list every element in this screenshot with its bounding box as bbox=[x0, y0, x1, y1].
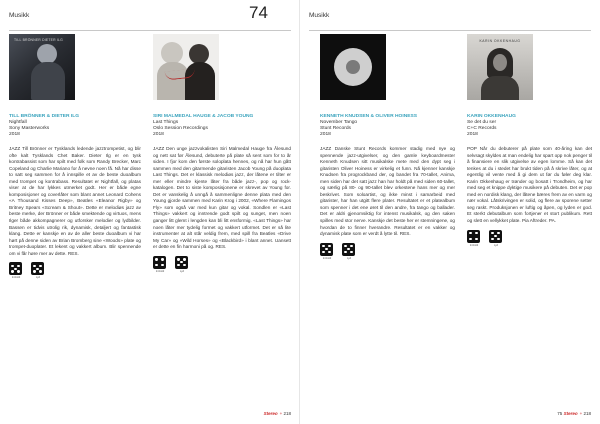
footer-page-number: 218 bbox=[283, 411, 291, 416]
dice-pip bbox=[17, 270, 19, 272]
dice-icon bbox=[9, 262, 22, 275]
dice-pip bbox=[161, 258, 163, 260]
dice-pip bbox=[161, 264, 163, 266]
rating-lyd bbox=[31, 262, 45, 279]
rating-label: Innhold bbox=[469, 243, 479, 247]
review-column bbox=[467, 34, 592, 247]
ratings bbox=[467, 230, 592, 247]
header-divider bbox=[9, 30, 291, 31]
rating-innhold bbox=[467, 230, 481, 247]
rating-label: Lyd bbox=[346, 256, 352, 260]
ratings bbox=[153, 256, 291, 273]
record-label: Oslo Session Recordings bbox=[153, 126, 208, 131]
album-cover bbox=[153, 34, 219, 100]
cover-figure bbox=[481, 76, 519, 100]
review-column bbox=[153, 34, 291, 273]
footer-page-number: 218 bbox=[583, 411, 591, 416]
dice-pip bbox=[350, 251, 352, 253]
header-divider bbox=[309, 30, 591, 31]
left-page-header bbox=[9, 3, 291, 23]
dice-icon bbox=[467, 230, 480, 243]
album-meta bbox=[153, 114, 291, 138]
album-title: Se det du ser bbox=[467, 120, 497, 125]
dice-pip bbox=[322, 251, 324, 253]
dice-icon bbox=[153, 256, 166, 269]
review-column bbox=[320, 34, 455, 260]
page-footer bbox=[264, 411, 291, 416]
album-title: Nightfall bbox=[9, 120, 27, 125]
artist-name: SIRI MALMEDAL HAUGE & JACOB YOUNG bbox=[153, 114, 254, 119]
rating-lyd bbox=[175, 256, 189, 273]
cover-figure bbox=[189, 44, 209, 64]
rating-innhold bbox=[320, 243, 334, 260]
dice-pip bbox=[11, 270, 13, 272]
dice-pip bbox=[11, 265, 13, 267]
section-label: Musikk bbox=[309, 12, 330, 19]
cover-figure bbox=[31, 62, 65, 100]
cover-figure bbox=[493, 54, 507, 71]
album-meta bbox=[9, 114, 141, 138]
dice-pip bbox=[17, 265, 19, 267]
page-number: 74 bbox=[249, 3, 268, 22]
album-cover bbox=[9, 34, 75, 100]
dice-icon bbox=[489, 230, 502, 243]
dice-pip bbox=[180, 261, 182, 263]
dice-pip bbox=[33, 270, 35, 272]
dice-pip bbox=[497, 238, 499, 240]
brand-logo: Stereo bbox=[263, 411, 278, 416]
dice-pip bbox=[497, 232, 499, 234]
review-column bbox=[9, 34, 141, 279]
right-page-header bbox=[309, 9, 591, 23]
ratings bbox=[9, 262, 141, 279]
right-page bbox=[300, 0, 600, 424]
dice-icon bbox=[342, 243, 355, 256]
dice-pip bbox=[155, 258, 157, 260]
dice-pip bbox=[491, 238, 493, 240]
brand-suffix: + bbox=[579, 411, 583, 416]
dice-pip bbox=[469, 238, 471, 240]
brand-suffix: + bbox=[279, 411, 283, 416]
rating-lyd bbox=[489, 230, 503, 247]
dice-pip bbox=[183, 258, 185, 260]
review-text: JAZZ Den unge jazzvokalisten Siri Malmedal Hauge fra Ålesund og nett sat før Ålesund, debuterte på plate så sent som for to år siden. I fjor kom den første soloplata hennes, og nå har hun gått sammen med den gitarmende gitaristen Jacob Young på duoplata Last Things. Det er klassisk melodiøs jazz, der låtene er tilter er mer eller mindre kjente låter fra både jazz-, pop og rock-katalogen. Det to siste komposisjonene er skrevet av Young for. Det er vanskelig å unngå å sammenligne denne plata med den Young gjorde sammen med Karin Krog i 2002, «Where Flamingos Fly» som også var med kun gitar og vokal. Sondlen er «Last Things» vakkert og inntrende godt spilt og sunget, men noen ganger litt glemt i lengden kan bli litt ensformig. «Last Things» har noen låter mer tydelig formet og vakkert utformet. Det er så lite instrumenter at alt står veldig frem, med spill fra Beatles «Drive My Car» og «Wild Horses» og «Blackbird» i blant annet. Uansett er dette en fin harmoni på og. RES. bbox=[153, 146, 291, 250]
rating-innhold bbox=[9, 262, 23, 279]
cover-figure bbox=[161, 42, 183, 64]
rating-label: Lyd bbox=[179, 269, 185, 273]
record-label: Stunt Records bbox=[320, 126, 351, 131]
album-meta bbox=[320, 114, 455, 138]
dice-pip bbox=[491, 232, 493, 234]
artist-name: TILL BRÖNNER & DIETER ILG bbox=[9, 114, 80, 119]
dice-pip bbox=[328, 251, 330, 253]
cover-figure bbox=[37, 44, 57, 64]
record-label: Sony Masterworks bbox=[9, 126, 50, 131]
rating-innhold bbox=[153, 256, 167, 273]
cover-title: TILL BRÖNNER DIETER ILG bbox=[14, 38, 63, 42]
dice-pip bbox=[183, 264, 185, 266]
review-text: POP Når du debuterer på plate som 40-åring kan det selvsagt skyldes at man endelig har spart opp nok penger til å finansiere en slik utgivelse av egen lomme. Så kan det tenkes at du i stedet har brukt tiden på å skrive låter, og at egentlig vil vente med å gi dem ut før du føler deg klar. Karin Okkenhaug er trønder og bosatt i Trondheim, og har med seg et knippe dyktige musikere på debuten. Det er pop med en nordisk klang, der låtene bæres frem av en varm og nær vokal. Låtskrivingen er solid, og flere av sporene setter seg raskt. Produksjonen er luftig og åpen, og lyden er god. Et sterkt debutalbum som fortjener et stort publikum. Rett og slett en vellykket plate. Pia Aftreder. PA. bbox=[467, 146, 592, 224]
brand-logo: Stereo bbox=[563, 411, 578, 416]
rating-label: Lyd bbox=[35, 276, 41, 280]
dice-pip bbox=[347, 248, 349, 250]
dice-pip bbox=[155, 264, 157, 266]
dice-icon bbox=[31, 262, 44, 275]
dice-pip bbox=[39, 265, 41, 267]
rating-lyd bbox=[342, 243, 356, 260]
album-title: Last Things bbox=[153, 120, 179, 125]
section-label: Musikk bbox=[9, 12, 30, 19]
cover-figure bbox=[185, 62, 215, 100]
release-year: 2018 bbox=[153, 132, 164, 137]
dice-pip bbox=[33, 265, 35, 267]
ratings bbox=[320, 243, 455, 260]
dice-pip bbox=[177, 264, 179, 266]
rating-label: Innhold bbox=[155, 269, 165, 273]
dice-pip bbox=[469, 232, 471, 234]
artist-name: KENNETH KNUDSEN & OLIVER HOINESS bbox=[320, 114, 418, 119]
dice-pip bbox=[328, 245, 330, 247]
cover-title: KARIN OKKENHAUG bbox=[479, 39, 521, 43]
release-year: 2018 bbox=[467, 132, 478, 137]
album-meta bbox=[467, 114, 592, 138]
page-footer bbox=[557, 411, 591, 416]
rating-label: Innhold bbox=[11, 276, 21, 280]
dice-pip bbox=[475, 238, 477, 240]
rating-label: Lyd bbox=[493, 243, 499, 247]
dice-pip bbox=[344, 251, 346, 253]
footer-page-prefix: 75 bbox=[557, 411, 563, 416]
review-text: JAZZ Danske Stunt Records kommer stadig med nye og spennende jazz-utgivelser, og den gamle keyboardmester Kenneth Knudsen sitt musikalske mete med den dypt seg i gitaristen Oliver Hoiness er virkelig et funn. Nå kjenner kanskje Knudsen fra progrockband der, og bandet fra 70-tallet, Anima, men siden har det satt jazz han har holdt på med siden 60-tallet, og særlig på 80- og 90-tallet blev orkestene hans mer og mer beskrivet. Som soloartist, og ikke minst i samarbeid med gitarister, har han utgitt flere plater. Resultatet er et platealbum som spenner i det ene øret til den andre, fra tango og ballader. Det er aldri gjenomsiktig for intenst musikalsk, og den saken spilles med stor nerve. Kanskje det beste her er stemningene, og hvordan de to finner hverandre. Resultatet er en vakker og dynamisk plate som er verdt å lytte til. RES. bbox=[320, 146, 455, 237]
dice-pip bbox=[350, 245, 352, 247]
review-text: JAZZ Till Brönner er Tysklands ledende jazztrompetist, og blir ofte kalt Tysklands Chet Baker. Dieter Ilg er en tysk kontrabassist som har spilt med folk som Randy Brecker, Marc Copeland og Charlie Mariano for å nevne noen få. Nå har disse to satt seg sammen for å innspille et av de beste duoalbum med trompet og kontrabass. Resultatet er Nightfall, og platas viser at de har lykkes utmerket godt. Her er både egne komposisjoner og coverlåter som blant annet Leonard Cohens «A Thousand Kisses Deep», Beatles «Eleanor Rigby» og Britney Spears «Scream & Shout». Dette er melodiøs jazz av beste merke, der Brönner er både smektende og virtuos, mens Ilger både akkompagnerer og utforsker melodier og lydbilder. Bassen er tidvis utrolig rik, dynamisk, detaljert og fantastisk klang. Dette er kanskje en av de aller beste duoalbum vi har hørt på denne siden av Brian Bromberg sine «Woods» plate og trompet-duoplater. Et lekent og vakkert album. Blir spennende om vi får høre mer av dette. RES. bbox=[9, 146, 141, 256]
dice-pip bbox=[322, 245, 324, 247]
dice-pip bbox=[475, 232, 477, 234]
dice-icon bbox=[175, 256, 188, 269]
dice-icon bbox=[320, 243, 333, 256]
dice-pip bbox=[39, 270, 41, 272]
album-cover bbox=[320, 34, 386, 100]
cover-shade bbox=[346, 60, 360, 74]
record-label: C+C Records bbox=[467, 126, 497, 131]
dice-pip bbox=[344, 245, 346, 247]
dice-pip bbox=[325, 248, 327, 250]
album-cover bbox=[467, 34, 533, 100]
release-year: 2018 bbox=[320, 132, 331, 137]
release-year: 2018 bbox=[9, 132, 20, 137]
album-title: November Tango bbox=[320, 120, 358, 125]
dice-pip bbox=[494, 235, 496, 237]
rating-label: Innhold bbox=[322, 256, 332, 260]
artist-name: KARIN OKKENHAUG bbox=[467, 114, 516, 119]
